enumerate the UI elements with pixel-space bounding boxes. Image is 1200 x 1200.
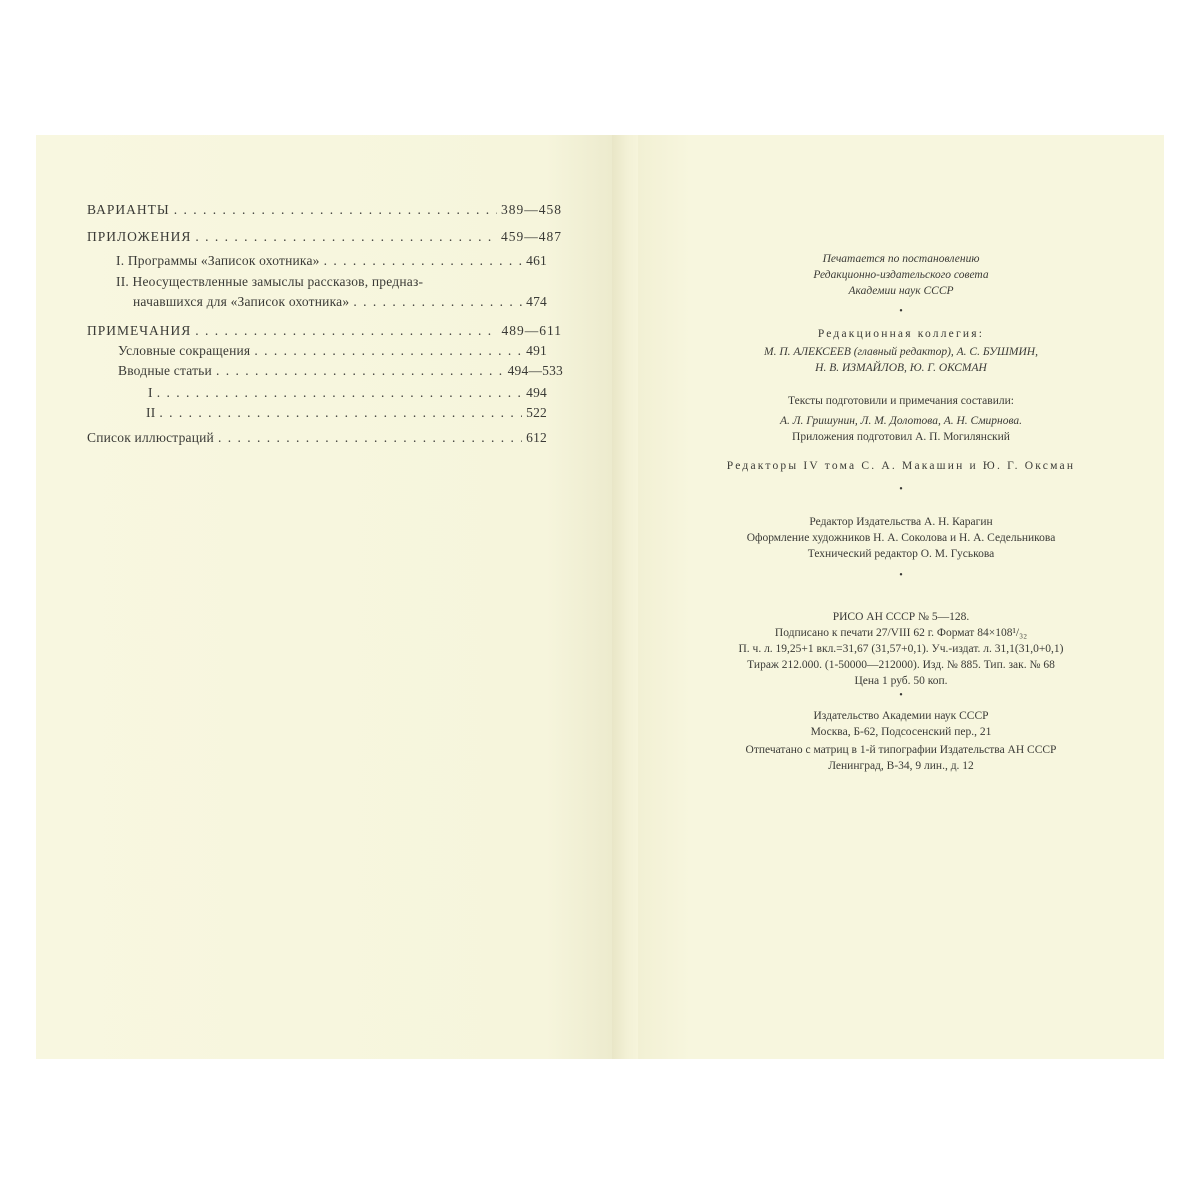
toc-entry xyxy=(87,229,562,247)
print-info-line: Цена 1 руб. 50 коп. xyxy=(854,675,948,687)
toc-entry xyxy=(87,430,547,448)
toc-label: начавшихся для «Записок охотника» xyxy=(133,294,350,309)
toc-entry xyxy=(118,343,547,361)
toc-leader-dots xyxy=(195,229,497,245)
left-page xyxy=(36,135,616,1059)
printed-by-line: Редакционно-издательского совета xyxy=(813,269,989,281)
toc-leader-dots xyxy=(324,253,523,269)
book-spread xyxy=(36,135,1164,1059)
toc-leader-dots xyxy=(218,430,522,446)
toc-entry xyxy=(118,363,563,381)
separator-star: • xyxy=(899,690,903,701)
print-info-line: Подписано к печати 27/VIII 62 г. Формат 84×108¹/₃₂ xyxy=(774,627,1028,639)
prepared-by-line: Приложения подготовил А. П. Могилянский xyxy=(792,431,1010,443)
toc-entry xyxy=(148,385,547,403)
toc-label: ВАРИАНТЫ xyxy=(87,202,170,217)
toc-pages: 491 xyxy=(526,343,547,358)
print-info-line: Тираж 212.000. (1-50000—212000). Изд. № 885. Тип. зак. № 68 xyxy=(747,659,1055,671)
toc-label: Условные сокращения xyxy=(118,343,251,358)
publisher-line: Москва, Б-62, Подсосенский пер., 21 xyxy=(810,726,992,738)
print-info-line: РИСО АН СССР № 5—128. xyxy=(832,611,970,623)
toc-entry xyxy=(116,253,547,271)
toc-label: ПРИМЕЧАНИЯ xyxy=(87,323,192,338)
prepared-by-title: Тексты подготовили и примечания составили: xyxy=(788,395,1014,407)
volume-editors-line: Редакторы IV тома С. А. Макашин и Ю. Г. Оксман xyxy=(726,460,1076,472)
toc-pages: 612 xyxy=(526,430,547,445)
toc-label: II xyxy=(146,405,156,420)
prepared-by-line: А. Л. Гришунин, Л. М. Долотова, А. Н. Смирнова. xyxy=(779,415,1023,427)
toc-entry xyxy=(87,202,562,220)
toc-label: II. Неосуществленные замыслы рассказов, предназ- xyxy=(116,274,424,289)
printed-by-line: Академии наук СССР xyxy=(848,285,954,297)
toc-pages: 461 xyxy=(526,253,547,268)
editorial-board-member-line: Н. В. ИЗМАЙЛОВ, Ю. Г. ОКСМАН xyxy=(815,362,987,374)
printer-line: Ленинград, В-34, 9 лин., д. 12 xyxy=(828,760,974,772)
print-info-line: П. ч. л. 19,25+1 вкл.=31,67 (31,57+0,1). Уч.-издат. л. 31,1(31,0+0,1) xyxy=(738,643,1064,655)
toc-pages: 489—611 xyxy=(501,323,562,338)
toc-leader-dots xyxy=(353,294,522,310)
separator-star: • xyxy=(899,306,903,317)
toc-leader-dots xyxy=(159,405,522,421)
editorial-board-member-line: М. П. АЛЕКСЕЕВ (главный редактор), А. С. БУШМИН, xyxy=(764,346,1038,358)
toc-label: I. Программы «Записок охотника» xyxy=(116,253,320,268)
toc-label: Вводные статьи xyxy=(118,363,212,378)
toc-entry xyxy=(87,323,562,341)
printed-by-line: Печатается по постановлению xyxy=(822,253,980,265)
publisher-line: Издательство Академии наук СССР xyxy=(813,710,989,722)
toc-pages: 494—533 xyxy=(507,363,563,378)
separator-star: • xyxy=(899,484,903,495)
toc-leader-dots xyxy=(216,363,504,379)
toc-entry xyxy=(116,274,547,292)
right-page xyxy=(638,135,1164,1059)
separator-star: • xyxy=(899,570,903,581)
publishing-staff-line: Технический редактор О. М. Гуськова xyxy=(807,548,995,560)
toc-leader-dots xyxy=(195,323,497,339)
toc-label: Список иллюстраций xyxy=(87,430,214,445)
toc-leader-dots xyxy=(174,202,497,218)
toc-pages: 389—458 xyxy=(501,202,562,217)
book-gutter xyxy=(612,135,638,1059)
toc-pages: 474 xyxy=(526,294,547,309)
toc-leader-dots xyxy=(157,385,522,401)
toc-label: ПРИЛОЖЕНИЯ xyxy=(87,229,192,244)
toc-pages: 494 xyxy=(526,385,547,400)
editorial-board-title: Редакционная коллегия: xyxy=(817,328,985,340)
toc-entry xyxy=(133,294,547,312)
toc-entry xyxy=(146,405,547,423)
publishing-staff-line: Редактор Издательства А. Н. Карагин xyxy=(809,516,993,528)
toc-label: I xyxy=(148,385,153,400)
printer-line: Отпечатано с матриц в 1-й типографии Издательства АН СССР xyxy=(745,744,1057,756)
toc-pages: 459—487 xyxy=(501,229,562,244)
toc-leader-dots xyxy=(254,343,522,359)
toc-pages: 522 xyxy=(526,405,547,420)
publishing-staff-line: Оформление художников Н. А. Соколова и Н. А. Седельникова xyxy=(746,532,1056,544)
